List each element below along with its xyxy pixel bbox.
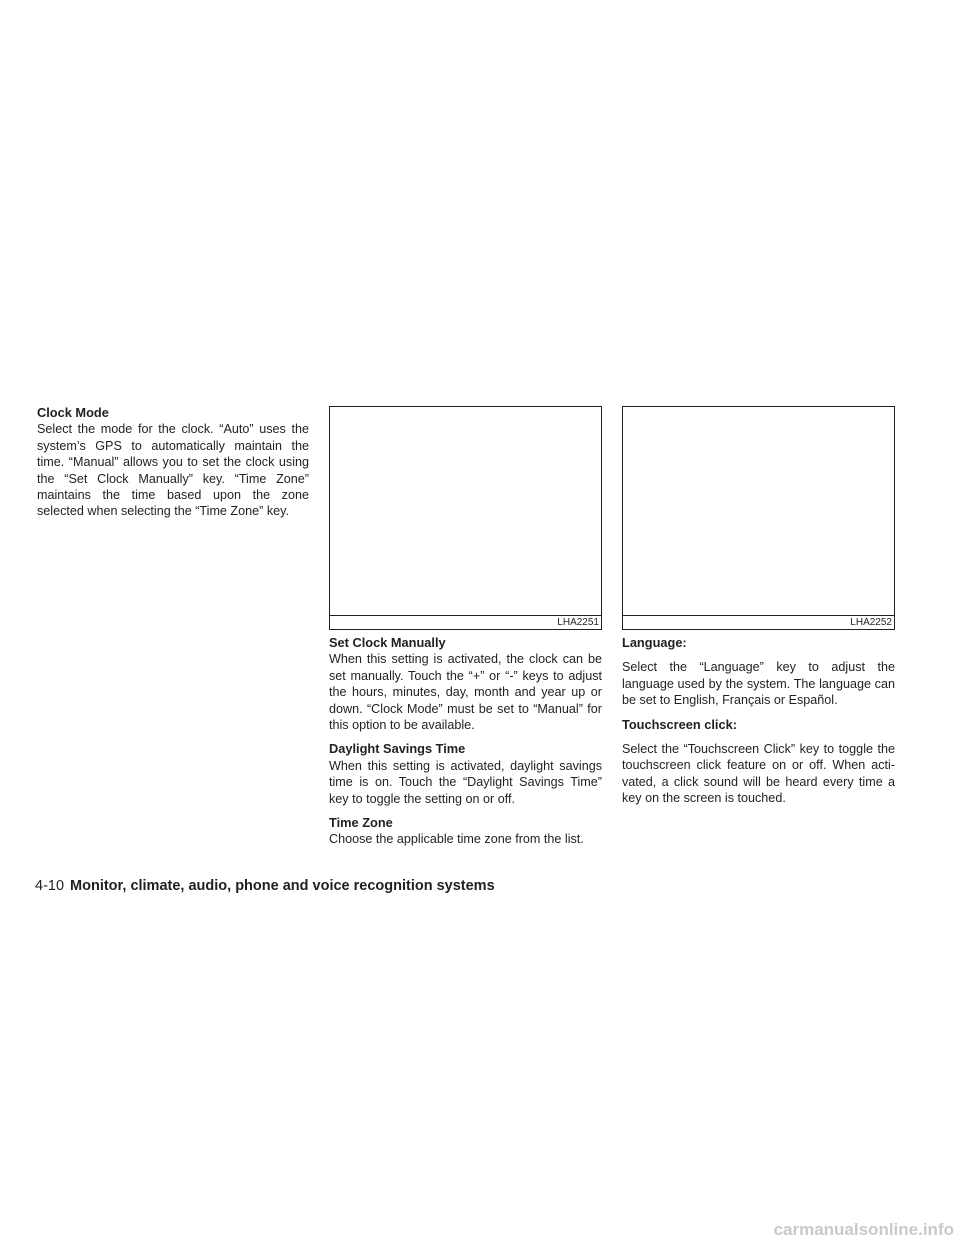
page-number: 4-10 xyxy=(35,878,65,894)
language-body: Select the “Language” key to adjust the language used by the system. The language can be set to English, Français or Español. xyxy=(622,660,895,708)
touchscreen-body: Select the “Touchscreen Click” key to toggle the touchscreen click feature on or off. When acti-vated, a click sound will be heard every time a key on the screen is touched. xyxy=(622,742,895,806)
set-clock-heading: Set Clock Manually xyxy=(329,635,446,650)
language-heading: Language: xyxy=(622,635,687,650)
set-clock-body: When this setting is activated, the clock can be set manually. Touch the “+” or “-” keys to adjust the hours, minutes, day, month and year up or down. “Clock Mode” must be set to “Manual” for this option to be available. xyxy=(329,652,602,733)
middle-column xyxy=(329,635,602,848)
figure-caption-rule xyxy=(623,615,894,616)
time-zone-body: Choose the applicable time zone from the list. xyxy=(329,832,584,847)
figure-caption-rule xyxy=(330,615,601,616)
watermark: carmanualsonline.info xyxy=(773,1220,954,1239)
figure-code: LHA2251 xyxy=(557,617,599,628)
left-column xyxy=(37,405,309,520)
dst-heading: Daylight Savings Time xyxy=(329,741,466,757)
page-footer xyxy=(35,877,495,895)
clock-mode-body: Select the mode for the clock. “Auto” uses the system’s GPS to automatically maintain the time. “Manual” allows you to set the clock using the “Set Clock Manually” key. “Time Zone” maintains the time based upon the zone selected when selecting the “Time Zone” key. xyxy=(37,422,309,519)
clock-mode-heading: Clock Mode xyxy=(37,405,109,420)
dst-body: When this setting is activated, daylight savings time is on. Touch the “Daylight Savings Time” key to toggle the setting on or off. xyxy=(329,758,602,806)
time-zone-heading: Time Zone xyxy=(329,815,393,831)
figure-lha2251 xyxy=(329,406,602,630)
right-column xyxy=(622,635,895,807)
touchscreen-heading: Touchscreen click: xyxy=(622,716,737,732)
figure-code: LHA2252 xyxy=(850,617,892,628)
figure-lha2252 xyxy=(622,406,895,630)
section-title: Monitor, climate, audio, phone and voice recognition systems xyxy=(70,878,495,894)
